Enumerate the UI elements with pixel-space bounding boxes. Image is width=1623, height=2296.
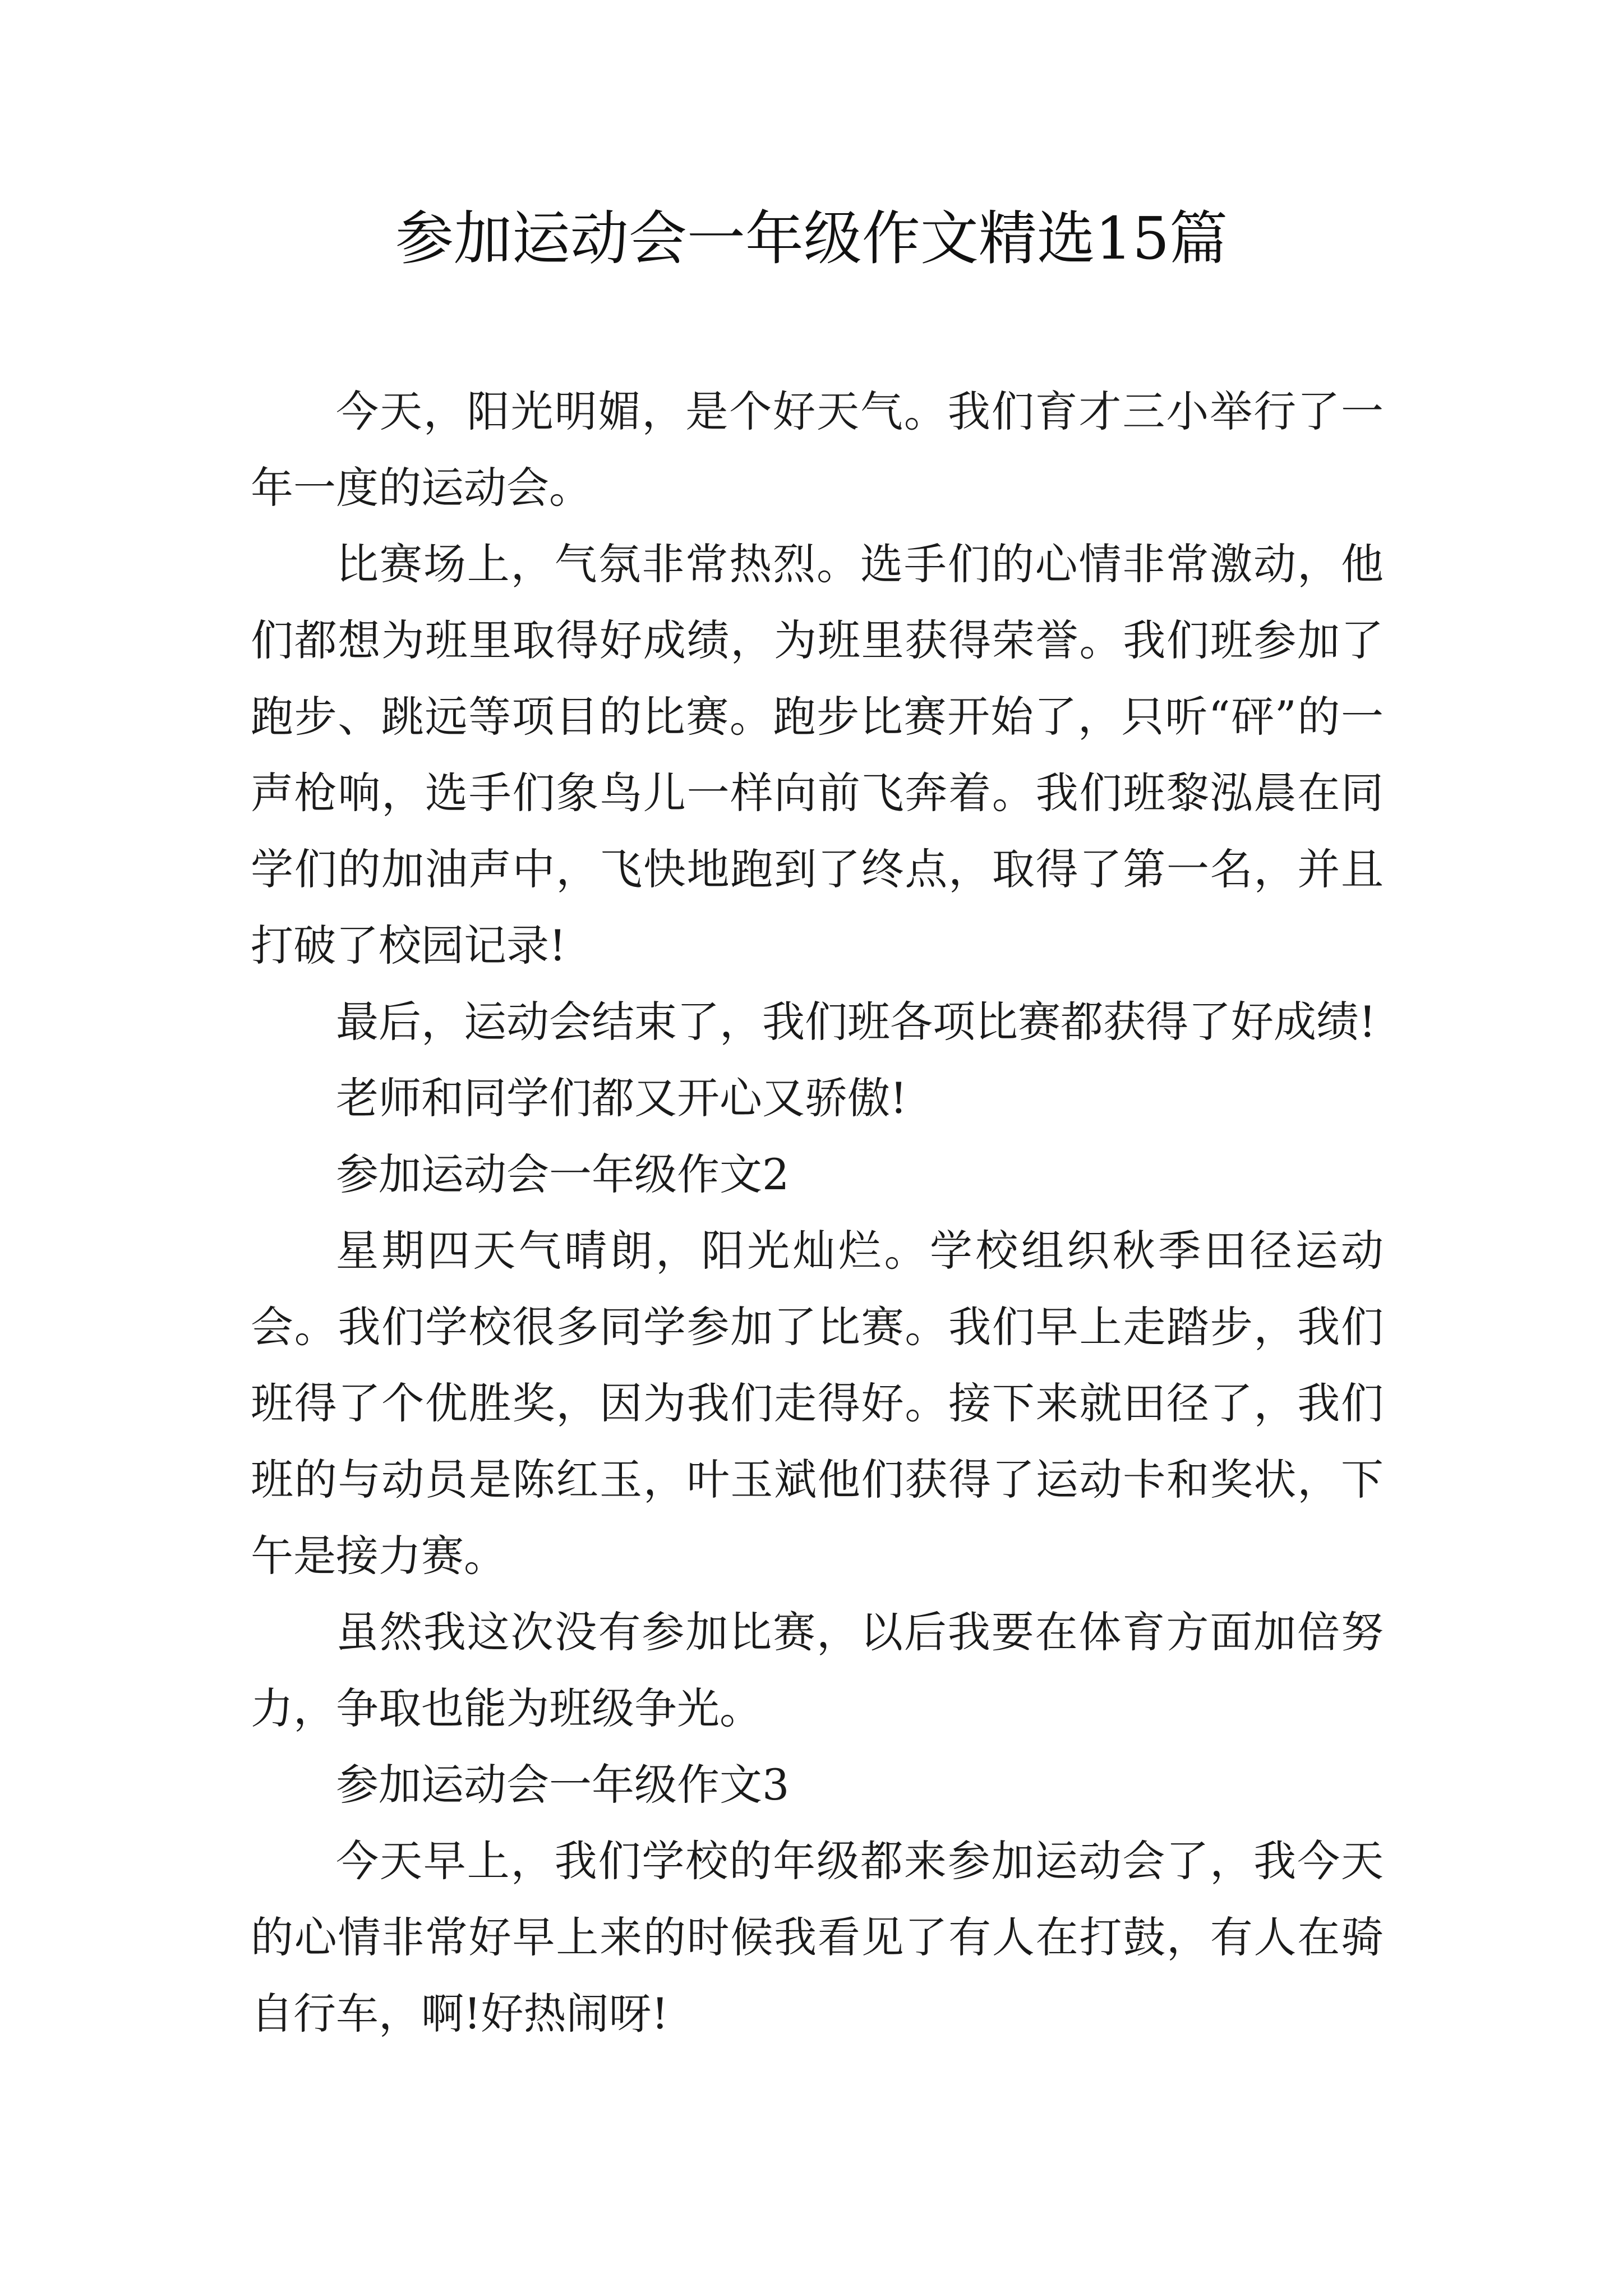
- document-body: [251, 374, 1384, 2052]
- paragraph-4: 老师和同学们都又开心又骄傲!: [336, 1073, 907, 1123]
- section-heading-3: 参加运动会一年级作文3: [336, 1760, 790, 1810]
- section-heading-2: 参加运动会一年级作文2: [336, 1149, 790, 1199]
- paragraph-6: 虽然我这次没有参加比赛，以后我要在体育方面加倍努力，争取也能为班级争光。: [251, 1607, 1384, 1733]
- document-title: 参加运动会一年级作文精选15篇: [395, 204, 1228, 273]
- paragraph-7: 今天早上，我们学校的年级都来参加运动会了，我今天的心情非常好早上来的时候我看见了有人在打鼓，有人在骑自行车，啊!好热闹呀!: [251, 1836, 1384, 2039]
- paragraph-3: 最后，运动会结束了，我们班各项比赛都获得了好成绩!: [336, 997, 1376, 1047]
- paragraph-1: 今天，阳光明媚，是个好天气。我们育才三小举行了一年一度的运动会。: [251, 386, 1384, 513]
- paragraph-2: 比赛场上，气氛非常热烈。选手们的心情非常激动，他们都想为班里取得好成绩，为班里获得荣誉。我们班参加了跑步、跳远等项目的比赛。跑步比赛开始了，只听“砰”的一声枪响，选手们象鸟儿一样向前飞奔着。我们班黎泓晨在同学们的加油声中，飞快地跑到了终点，取得了第一名，并且打破了校园记录!: [251, 539, 1384, 970]
- paragraph-5: 星期四天气晴朗，阳光灿烂。学校组织秋季田径运动会。我们学校很多同学参加了比赛。我们早上走踏步，我们班得了个优胜奖，因为我们走得好。接下来就田径了，我们班的与动员是陈红玉，叶玉斌他们获得了运动卡和奖状，下午是接力赛。: [251, 1226, 1384, 1581]
